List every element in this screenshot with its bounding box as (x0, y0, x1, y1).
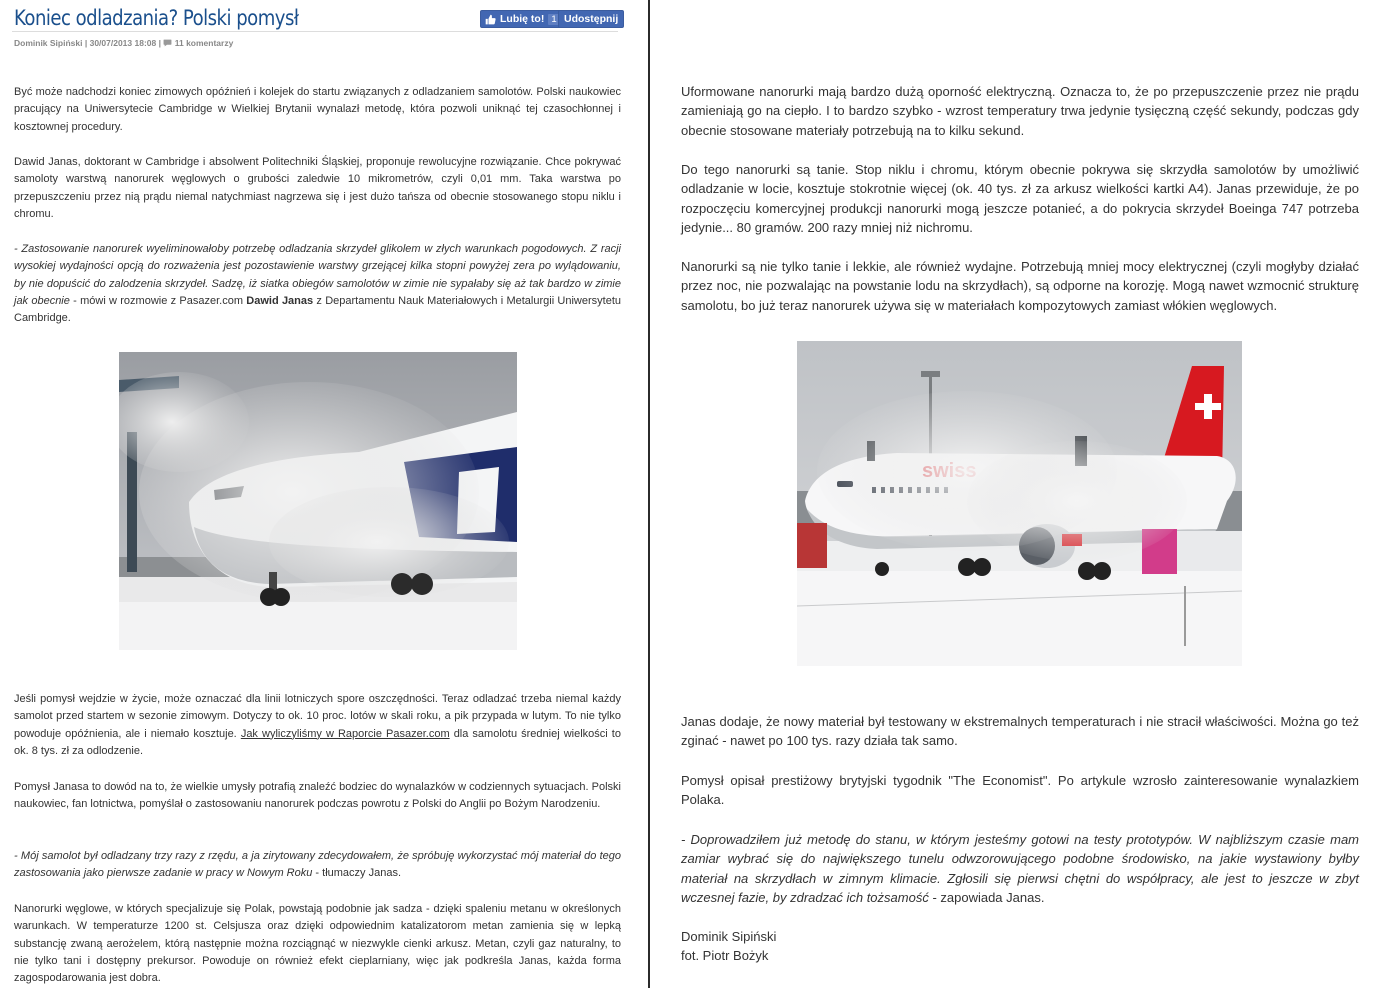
author-date: Dominik Sipiński | 30/07/2013 18:08 | (14, 38, 161, 48)
paragraph-6 (14, 848, 621, 883)
quote-text-2: - Mój samolot był odladzany trzy razy z rzędu, a ja zirytowany zdecydowałem, że spróbuję wykorzystać mój materiał do tego zastosowania jako pierwsze zadanie w pracy w Nowym Roku (14, 850, 621, 880)
facebook-share-button[interactable]: Udostępnij (558, 10, 624, 28)
lot-plane-deicing-photo (119, 352, 517, 650)
paragraph-5: Pomysł Janasa to dowód na to, że wielkie umysły potrafią znaleźć bodziec do wynalazków w codziennych sytuacjach. Polski naukowiec, fan lotnictwa, pomyślał o zastosowaniu nanorurek podczas powrotu z Polski do Anglii po Bożym Narodzeniu. (14, 781, 621, 811)
quote-text: - Zastosowanie nanorurek wyeliminowałoby potrzebę odladzania skrzydeł glikolem w złych warunkach pogodowych. Z racji wysokiej wydajności opcją do rozważenia jest pozostawienie warstwy grzejącej kilka stopni powyżej zera po wylądowaniu, by nie dopuścić do zalodzenia skrzydeł. Sadzę, iż siatka obiegów samolotów w zimie nie sypałaby się aż tak bardzo w zimie jak obecnie (14, 243, 621, 307)
swiss-plane-deicing-photo (797, 341, 1242, 666)
paragraph-2: Dawid Janas, doktorant w Cambridge i absolwent Politechniki Śląskiej, proponuje rewolucyjne rozwiązanie. Chce pokrywać samoloty warstwą nanorurek węglowych o grubości zaledwie 10 mikrometrów, czyli 0,01 mm. Taka warstwa po przepuszczeniu przez nią prądu niemal natychmiast nagrzewa się i jest dużo tańsza od obecnie stosowanego stopu niklu i chromu. (14, 156, 621, 220)
thumbs-up-icon (485, 14, 496, 25)
paragraph-4-text: Jeśli pomysł wejdzie w życie, może oznaczać dla linii lotniczych spore oszczędności. Teraz odladzać trzeba niemal każdy samolot przed startem w sezonie zimowym. Dotyczy to ok. 10 proc. lotów w skali roku, a pik przypada w lutym. To nie tylko powoduje opóźnienia, ale i niemało kosztuje. (14, 693, 621, 740)
article-title: Koniec odladzania? Polski pomysł (14, 6, 299, 30)
article-meta (14, 38, 233, 48)
paragraph-13 (681, 830, 1359, 908)
quoted-person: Dawid Janas (246, 294, 314, 307)
like-count: 1 (548, 14, 559, 25)
raport-pasazer-link[interactable]: Jak wyliczyliśmy w Raporcie Pasazer.com (240, 727, 450, 740)
paragraph-1: Być może nadchodzi koniec zimowych opóźnień i kolejek do startu związanych z odladzaniem samolotów. Polski naukowiec pracujący na Uniwersytecie Cambridge w Wielkiej Brytanii wynalazł metodę, która pozwoli uniknąć tej czasochłonnej i kosztownej procedury. (14, 86, 621, 133)
quote-attribution-3: - zapowiada Janas. (928, 890, 1045, 906)
quote-affiliation: z Departamentu Nauk Materiałowych i Metalurgii Uniwersytetu Cambridge. (14, 294, 621, 325)
paragraph-8: Uformowane nanorurki mają bardzo dużą oporność elektryczną. Oznacza to, że po przepuszczenie przez nie prądu zamieniają go na ciepło. I to bardzo szybko - wzrost temperatury trwa jedynie tysięczną część sekundy, podczas gdy obecnie stosowane materiały potrzebują na to kilku sekund. (681, 84, 1359, 138)
left-column (0, 0, 650, 988)
right-column (652, 0, 1389, 988)
comments-count: 11 komentarzy (174, 38, 234, 48)
quote-attribution: - mówi w rozmowie z Pasazer.com (69, 294, 247, 307)
paragraph-3 (14, 241, 621, 327)
photo-credit: fot. Piotr Bożyk (681, 948, 769, 963)
paragraph-12: Pomysł opisał prestiżowy brytyjski tygodnik "The Economist". Po artykule wzrosło zainteresowanie wynalazkiem Polaka. (681, 773, 1359, 808)
like-label: Lubię to! (500, 13, 545, 25)
facebook-like-button[interactable] (480, 10, 566, 28)
paragraph-4-tail: dla samolotu średniej wielkości to ok. 8 tys. zł za odlodzenie. (14, 727, 621, 757)
paragraph-10: Nanorurki są nie tylko tanie i lekkie, ale również wydajne. Potrzebują mniej mocy elektrycznej (czyli mogłyby działać przez noc, nie pozwalając na powstanie lodu na skrzydłach), są odporne na korozję. Mogą nawet wzmocnić strukturę samolotu, bo już teraz nanorurek używa się w materiałach kompozytowych zamiast włókien węglowych. (681, 259, 1359, 313)
comment-icon (163, 39, 172, 47)
author-signature: Dominik Sipiński (681, 929, 777, 944)
header-divider (12, 31, 618, 32)
paragraph-4 (14, 691, 621, 760)
paragraph-7: Nanorurki węglowe, w których specjalizuje się Polak, powstają podobnie jak sadza - dzięki spaleniu metanu w określonych warunkach. W temperaturze 1200 st. Celsjusza oraz dzięki odpowiednim katalizatorom metan zamienia się w lepką substancję zwaną aerożelem, którą następnie można rozciągnąć w niezwykle cienki arkusz. Metan, czyli gaz naturalny, to nie tylko tani i dostępny prekursor. Powoduje on również efekt cieplarniany, więc jak podkreśla Janas, każda forma zagospodarowania jest dobra. (14, 903, 621, 985)
paragraph-11: Janas dodaje, że nowy materiał był testowany w ekstremalnych temperaturach i nie stracił właściwości. Można go też zginać - nawet po 100 tys. razy działa tak samo. (681, 714, 1359, 749)
comments-link[interactable] (163, 38, 233, 48)
quote-attribution-2: - tłumaczy Janas. (312, 867, 401, 880)
quote-text-3: - Doprowadziłem już metodę do stanu, w którym jesteśmy gotowi na testy prototypów. W najbliższym czasie mam zamiar wybrać się do największego tunelu odwzorowującego podobne środowisko, na jakie wystawiony byłby materiał na skrzydłach w zimnym klimacie. Zgłosili się pierwsi chętni do współpracy, ale jest to jeszcze w zbyt wczesnej fazie, by zdradzać ich tożsamość (681, 832, 1359, 906)
paragraph-9: Do tego nanorurki są tanie. Stop niklu i chromu, którym obecnie pokrywa się skrzydła samolotów by umożliwić odladzanie w locie, kosztuje stokrotnie więcej (ok. 40 tys. zł za arkusz wielkości kartki A4). Janas przewiduje, że po rozpoczęciu komercyjnej produkcji nanorurki mogą jeszcze potanieć, a do pokrycia skrzydeł Boeinga 747 potrzeba jedynie... 80 gramów. 200 razy mniej niż nichromu. (681, 162, 1359, 236)
